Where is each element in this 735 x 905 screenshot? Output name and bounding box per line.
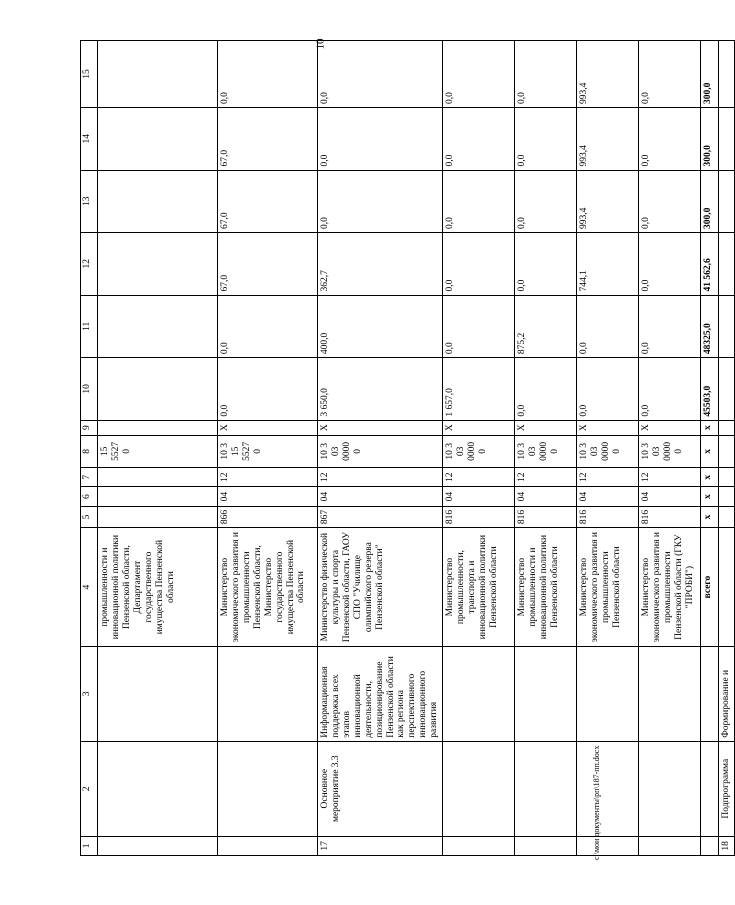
table-cell: 0,0 (443, 170, 515, 233)
table-cell: 10 3 03 0000 0 (639, 435, 701, 467)
column-number-header: 4 (81, 528, 98, 647)
table-cell: 993,4 (577, 41, 639, 108)
table-cell (639, 741, 701, 836)
table-cell: 816 (639, 506, 701, 528)
table-cell (98, 108, 218, 171)
table-cell (98, 836, 218, 855)
table-cell: Министерство экономического развития и промышленности Пензенской области (577, 528, 639, 647)
table-cell: 816 (443, 506, 515, 528)
table-cell: Формирование и (719, 646, 735, 741)
column-number-header: 11 (81, 295, 98, 358)
table-cell: 0,0 (639, 108, 701, 171)
table-cell (98, 467, 218, 486)
table-cell: 993,4 (577, 108, 639, 171)
table-cell (218, 646, 318, 741)
table-cell: X (318, 420, 443, 435)
table-cell: 04 (639, 487, 701, 506)
table-row (719, 41, 735, 856)
table-cell (98, 41, 218, 108)
table-cell: 875,2 (515, 295, 577, 358)
table-cell: Министерство промышленности и инновационной политики Пензенской области (515, 528, 577, 647)
table-cell (98, 358, 218, 421)
table-row (577, 41, 639, 856)
table-cell (719, 435, 735, 467)
table-cell: 300,0 (701, 170, 719, 233)
header-row (81, 41, 98, 856)
table-cell: Основное мероприятие 3.3 (318, 741, 443, 836)
table-cell: 816 (515, 506, 577, 528)
column-number-header: 8 (81, 435, 98, 467)
table-cell: 0,0 (639, 233, 701, 296)
table-cell: 400,0 (318, 295, 443, 358)
table-cell (98, 487, 218, 506)
table-cell (98, 741, 218, 836)
table-cell: 0,0 (639, 358, 701, 421)
table-cell: 0,0 (218, 295, 318, 358)
table-cell (515, 646, 577, 741)
table-cell (443, 836, 515, 855)
table-cell: 48325,0 (701, 295, 719, 358)
table-cell (719, 528, 735, 647)
table-row (98, 41, 218, 856)
table-cell: 0,0 (443, 108, 515, 171)
table-row (218, 41, 318, 856)
column-number-header: 13 (81, 170, 98, 233)
table-cell: x (701, 506, 719, 528)
table-cell: Подпрограмма (719, 741, 735, 836)
table-row (443, 41, 515, 856)
table-cell: 0,0 (443, 295, 515, 358)
table-cell: X (577, 420, 639, 435)
table-cell: X (218, 420, 318, 435)
table-cell (515, 741, 577, 836)
table-cell (515, 836, 577, 855)
table-row (701, 41, 719, 856)
table-cell: 04 (515, 487, 577, 506)
table-cell: 0,0 (515, 170, 577, 233)
table-cell: 45503,0 (701, 358, 719, 421)
table-cell: Министерство физической культуры и спорта Пензенской области, ГАОУ СПО "Училище олимпийского резерва Пензенской области" (318, 528, 443, 647)
table-cell: 04 (218, 487, 318, 506)
budget-table (80, 40, 735, 856)
table-cell: 67,0 (218, 233, 318, 296)
table-cell (719, 41, 735, 108)
table-cell: 67,0 (218, 170, 318, 233)
table-cell: 0,0 (318, 170, 443, 233)
table-cell: 3 650,0 (318, 358, 443, 421)
table-cell: 0,0 (639, 295, 701, 358)
table-cell (98, 233, 218, 296)
table-cell (719, 358, 735, 421)
table-cell (577, 741, 639, 836)
table-cell: 866 (218, 506, 318, 528)
table-cell (98, 420, 218, 435)
column-number-header: 1 (81, 836, 98, 855)
table-cell: 0,0 (577, 358, 639, 421)
table-cell: 67,0 (218, 108, 318, 171)
table-cell (719, 487, 735, 506)
table-cell: 0,0 (515, 108, 577, 171)
column-number-header: 6 (81, 487, 98, 506)
table-cell: 18 (719, 836, 735, 855)
table-row (639, 41, 701, 856)
column-number-header: 15 (81, 41, 98, 108)
table-cell: промышленности и инновационной политики Пензенской области, Департамент государственного имущества Пензенской области (98, 528, 218, 647)
table-cell: 0,0 (515, 41, 577, 108)
table-cell: 0,0 (443, 233, 515, 296)
table-cell (577, 646, 639, 741)
column-number-header: 7 (81, 467, 98, 486)
column-number-header: 5 (81, 506, 98, 528)
table-cell: 12 (515, 467, 577, 486)
table-cell (701, 836, 719, 855)
table-cell: x (701, 435, 719, 467)
table-cell: 0,0 (318, 108, 443, 171)
table-cell: 0,0 (639, 41, 701, 108)
rotated-table-container (80, 40, 732, 856)
table-cell: 0,0 (515, 233, 577, 296)
table-cell: 0,0 (639, 170, 701, 233)
table-cell: 1 657,0 (443, 358, 515, 421)
table-cell: 12 (218, 467, 318, 486)
table-cell: Министерство экономического развития и промышленности Пензенской области, Министерство государственного имущества Пензенской области (218, 528, 318, 647)
table-cell: 10 3 03 0000 0 (318, 435, 443, 467)
table-cell: 744,1 (577, 233, 639, 296)
table-cell: 0,0 (515, 358, 577, 421)
table-cell (701, 741, 719, 836)
table-cell: 0,0 (318, 41, 443, 108)
table-cell: Министерство экономического развития и промышленности Пензенской области (ГКУ "ПРОБИ") (639, 528, 701, 647)
table-cell: 300,0 (701, 41, 719, 108)
table-cell: 04 (577, 487, 639, 506)
table-cell: 12 (577, 467, 639, 486)
table-cell: 0,0 (218, 358, 318, 421)
table-cell: всего (701, 528, 719, 647)
table-cell: 867 (318, 506, 443, 528)
table-cell (218, 836, 318, 855)
table-cell (719, 420, 735, 435)
column-number-header: 12 (81, 233, 98, 296)
table-cell: Министерство промышленности, транспорта и инновационной политики Пензенской области (443, 528, 515, 647)
table-cell: 41 562,6 (701, 233, 719, 296)
column-number-header: 3 (81, 646, 98, 741)
table-cell: X (515, 420, 577, 435)
table-cell: 300,0 (701, 108, 719, 171)
table-cell: 10 3 03 0000 0 (443, 435, 515, 467)
table-cell: 993,4 (577, 170, 639, 233)
table-cell (443, 741, 515, 836)
table-cell: 10 3 15 5527 0 (218, 435, 318, 467)
table-cell (719, 295, 735, 358)
table-cell: 0,0 (443, 41, 515, 108)
table-cell: X (443, 420, 515, 435)
table-cell: 12 (318, 467, 443, 486)
table-cell: x (701, 487, 719, 506)
table-cell: X (639, 420, 701, 435)
table-cell: x (701, 420, 719, 435)
table-cell (719, 506, 735, 528)
table-cell (577, 836, 639, 855)
footer-file-path: c:\мои документы\рп\187-пп.docx (592, 745, 601, 860)
page-number: 10 (314, 38, 326, 50)
column-number-header: 2 (81, 741, 98, 836)
table-cell: 04 (443, 487, 515, 506)
table-cell (719, 467, 735, 486)
table-cell: 17 (318, 836, 443, 855)
table-cell: 12 (639, 467, 701, 486)
table-cell (98, 170, 218, 233)
column-number-header: 10 (81, 358, 98, 421)
table-row (318, 41, 443, 856)
table-cell (719, 170, 735, 233)
table-cell: Информационная поддержка всех этапов инновационной деятельности, позиционирование Пензенской области как региона перспективного инновационного развития (318, 646, 443, 741)
table-cell (443, 646, 515, 741)
table-cell: 0,0 (218, 41, 318, 108)
table-cell: 04 (318, 487, 443, 506)
table-cell: 362,7 (318, 233, 443, 296)
table-cell (701, 646, 719, 741)
table-cell (98, 646, 218, 741)
table-cell: 10 3 03 0000 0 (577, 435, 639, 467)
column-number-header: 9 (81, 420, 98, 435)
table-cell (719, 233, 735, 296)
table-cell: 12 (443, 467, 515, 486)
table-cell (639, 836, 701, 855)
table-cell: 15 5527 0 (98, 435, 218, 467)
table-cell (639, 646, 701, 741)
table-cell (218, 741, 318, 836)
table-cell: 0,0 (577, 295, 639, 358)
table-cell (98, 295, 218, 358)
table-cell: x (701, 467, 719, 486)
column-number-header: 14 (81, 108, 98, 171)
table-cell (98, 506, 218, 528)
table-row (515, 41, 577, 856)
table-cell: 816 (577, 506, 639, 528)
table-cell: 10 3 03 0000 0 (515, 435, 577, 467)
table-cell (719, 108, 735, 171)
